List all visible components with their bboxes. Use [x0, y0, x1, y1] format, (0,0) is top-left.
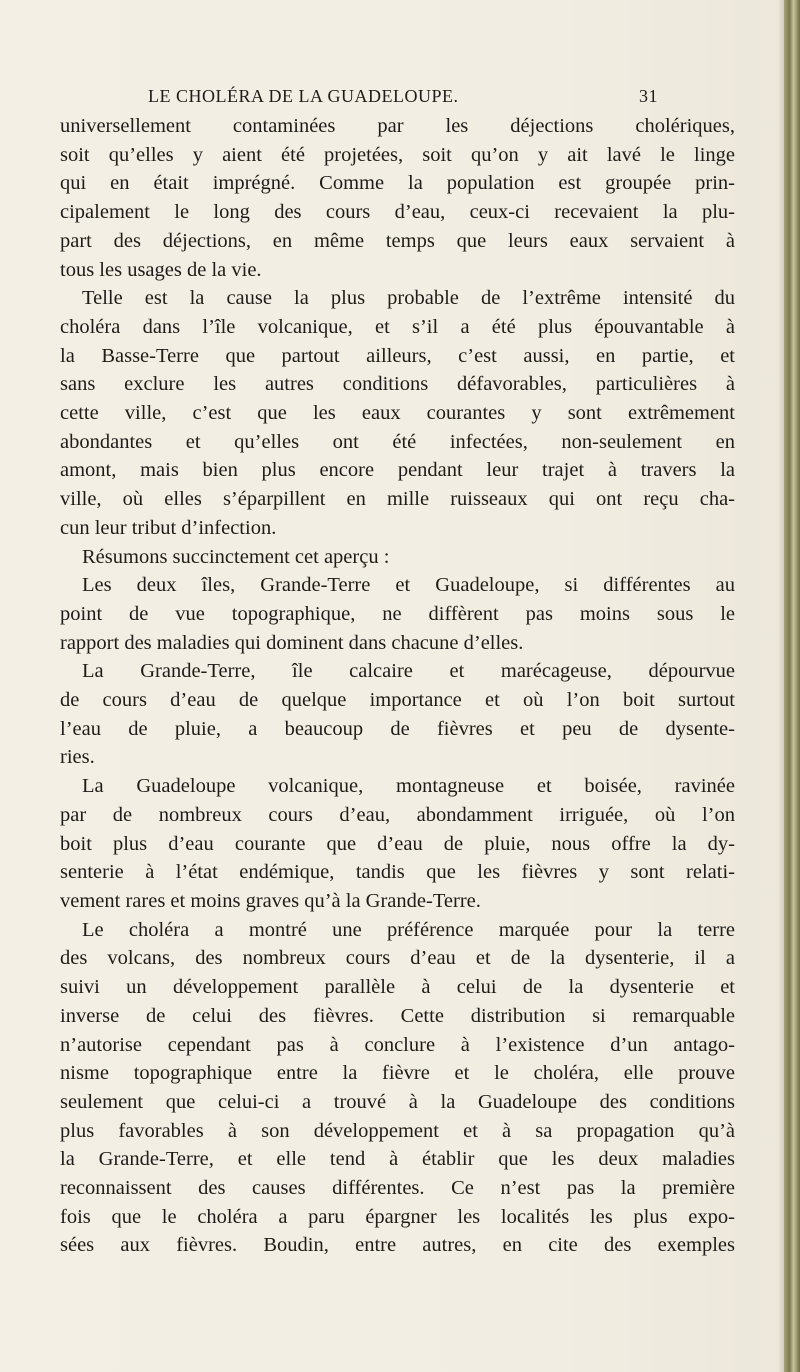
text-line: senterie à l’état endémique, tandis que les fièvres y sont relati- [60, 861, 735, 884]
text-line: boit plus d’eau courante que d’eau de pluie, nous offre la dy- [60, 832, 735, 855]
text-line: sans exclure les autres conditions défavorables, particulières à [60, 373, 735, 396]
text-line: cipalement le long des cours d’eau, ceux-ci recevaient la plu- [60, 201, 735, 224]
text-line: cette ville, c’est que les eaux courantes y sont extrêmement [60, 402, 735, 425]
text-line: la Grande-Terre, et elle tend à établir que les deux maladies [60, 1148, 735, 1171]
text-line: Telle est la cause la plus probable de l’extrême intensité du [82, 287, 735, 310]
text-line: de cours d’eau de quelque importance et où l’on boit surtout [60, 689, 735, 712]
text-line: abondantes et qu’elles ont été infectées, non-seulement en [60, 430, 735, 453]
text-line: la Basse-Terre que partout ailleurs, c’est aussi, en partie, et [60, 344, 735, 367]
text-line: reconnaissent des causes différentes. Ce n’est pas la première [60, 1177, 735, 1200]
text-line: plus favorables à son développement et à sa propagation qu’à [60, 1119, 735, 1142]
text-line: des volcans, des nombreux cours d’eau et de la dysenterie, il a [60, 947, 735, 970]
text-line: tous les usages de la vie. [60, 258, 262, 281]
text-line: inverse de celui des fièvres. Cette distribution si remarquable [60, 1004, 735, 1027]
book-edge [784, 0, 800, 1372]
text-line: vement rares et moins graves qu’à la Grande-Terre. [60, 889, 481, 912]
text-line: fois que le choléra a paru épargner les localités les plus expo- [60, 1205, 735, 1228]
text-line: Le choléra a montré une préférence marquée pour la terre [82, 918, 735, 941]
text-line: Les deux îles, Grande-Terre et Guadeloupe, si différentes au [82, 574, 735, 597]
text-line: par de nombreux cours d’eau, abondamment irriguée, où l’on [60, 803, 735, 826]
text-line: point de vue topographique, ne diffèrent pas moins sous le [60, 602, 735, 625]
text-line: suivi un développement parallèle à celui de la dysenterie et [60, 976, 735, 999]
text-line: soit qu’elles y aient été projetées, soit qu’on y ait lavé le linge [60, 143, 735, 166]
text-line: choléra dans l’île volcanique, et s’il a été plus épouvantable à [60, 315, 735, 338]
text-line: amont, mais bien plus encore pendant leur trajet à travers la [60, 459, 735, 482]
text-line: qui en était imprégné. Comme la population est groupée prin- [60, 172, 735, 195]
text-line: rapport des maladies qui dominent dans chacune d’elles. [60, 631, 524, 654]
text-line: Résumons succinctement cet aperçu : [82, 545, 390, 568]
text-line: nisme topographique entre la fièvre et le choléra, elle prouve [60, 1062, 735, 1085]
text-line: ville, où elles s’éparpillent en mille ruisseaux qui ont reçu cha- [60, 488, 735, 511]
text-line: l’eau de pluie, a beaucoup de fièvres et peu de dysente- [60, 717, 735, 740]
page-number: 31 [639, 86, 658, 106]
text-line: universellement contaminées par les déjections cholériques, [60, 115, 735, 137]
text-line: ries. [60, 746, 95, 769]
body-text [60, 112, 735, 1260]
text-line: cun leur tribut d’infection. [60, 516, 277, 539]
page-header [148, 86, 658, 110]
running-title: LE CHOLÉRA DE LA GUADELOUPE. [148, 86, 459, 106]
text-line: seulement que celui-ci a trouvé à la Guadeloupe des conditions [60, 1090, 735, 1113]
text-line: part des déjections, en même temps que leurs eaux servaient à [60, 229, 735, 252]
text-line: La Grande-Terre, île calcaire et marécageuse, dépourvue [82, 660, 735, 683]
text-line: sées aux fièvres. Boudin, entre autres, en cite des exemples [60, 1234, 735, 1257]
text-line: n’autorise cependant pas à conclure à l’existence d’un antago- [60, 1033, 735, 1056]
text-line: La Guadeloupe volcanique, montagneuse et boisée, ravinée [82, 775, 735, 798]
